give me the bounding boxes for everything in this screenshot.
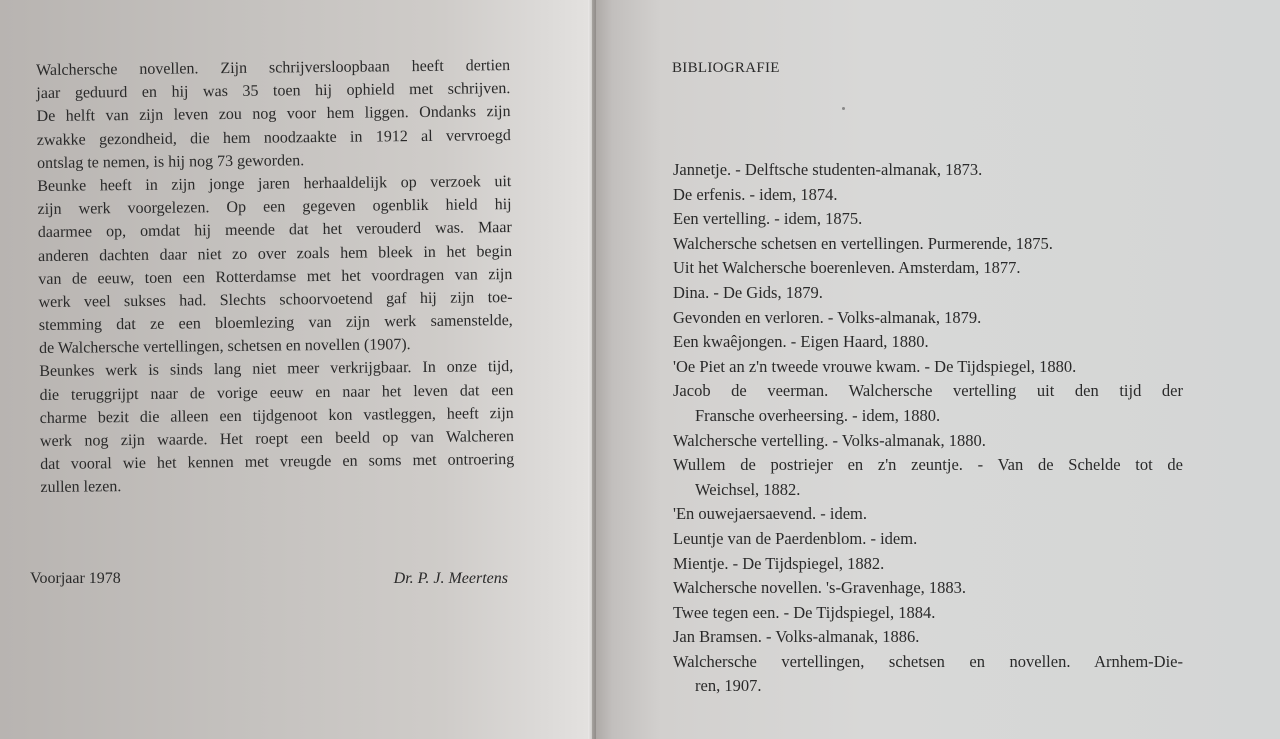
bibliography-entry [673, 355, 1193, 380]
left-page [0, 0, 592, 739]
text-line: Beunkes werk is sinds lang niet meer verkrijgbaar. In onze tijd, [39, 358, 514, 381]
entry-line: De erfenis. - idem, 1874. [673, 184, 838, 204]
text-line: dat vooral wie het kennen met vreugde en soms met ontroering [40, 451, 515, 474]
text-line: die teruggrijpt naar de vorige eeuw en naar het leven dat een [39, 381, 514, 404]
entry-line: Leuntje van de Paerdenblom. - idem. [673, 528, 918, 548]
bibliography-entry [673, 502, 1193, 527]
book-gutter [588, 0, 596, 739]
bibliography-entry [673, 527, 1193, 552]
text-line: werk nog zijn waarde. Het roept een beeld op van Walcheren [39, 428, 515, 450]
text-line: werk veel sukses had. Slechts schoorvoetend gaf hij zijn toe- [38, 288, 513, 311]
entry-line: Walchersche novellen. 's-Gravenhage, 1883. [673, 578, 967, 598]
bibliography-entry [673, 281, 1193, 306]
signature-block [30, 570, 508, 588]
entry-line: Uit het Walchersche boerenleven. Amsterdam, 1877. [673, 258, 1021, 278]
foreword-text [36, 54, 515, 500]
text-line: jaar geduurd en hij was 35 toen hij ophield met schrijven. [36, 80, 511, 103]
entry-line: Gevonden en verloren. - Volks-almanak, 1879. [673, 307, 982, 327]
bibliography-entry [673, 379, 1193, 428]
bibliography-entry [673, 207, 1193, 232]
bibliography-entry [673, 330, 1193, 355]
text-line: charme bezit die alleen een tijdgenoot kon vastleggen, heeft zijn [39, 404, 514, 427]
bibliography-entry [673, 158, 1193, 183]
text-line: ontslag te nemen, is hij nog 73 geworden. [37, 151, 305, 172]
bibliography-entry [673, 429, 1193, 454]
text-line: zullen lezen. [40, 478, 122, 497]
text-line: van de eeuw, toen een Rotterdamse met het voordragen van zijn [38, 265, 513, 288]
bibliography-list [673, 158, 1193, 699]
bibliography-heading: BIBLIOGRAFIE [672, 60, 780, 76]
entry-continuation: Fransche overheersing. - idem, 1880. [695, 405, 941, 425]
bibliography-entry [673, 256, 1193, 281]
text-line: De helft van zijn leven zou nog voor hem liggen. Ondanks zijn [36, 103, 511, 126]
entry-continuation: Weichsel, 1882. [695, 479, 801, 499]
bibliography-entry [673, 552, 1193, 577]
text-line: Beunke heeft in zijn jonge jaren herhaaldelijk op verzoek uit [37, 172, 512, 195]
entry-line: Dina. - De Gids, 1879. [673, 282, 823, 302]
bibliography-entry [673, 601, 1193, 626]
entry-line: Walchersche vertelling. - Volks-almanak, 1880. [673, 430, 986, 450]
entry-line: Een kwaêjongen. - Eigen Haard, 1880. [673, 332, 929, 352]
text-line: zijn werk voorgelezen. Op een gegeven ogenblik hield hij [37, 196, 512, 219]
entry-line: Jannetje. - Delftsche studenten-almanak, 1873. [673, 160, 983, 179]
text-line: daarmee op, omdat hij meende dat het verouderd was. Maar [37, 219, 512, 242]
bibliography-entry [673, 183, 1193, 208]
entry-line: Jacob de veerman. Walchersche vertelling uit den tijd der [673, 381, 1183, 401]
entry-line: Walchersche schetsen en vertellingen. Purmerende, 1875. [673, 233, 1053, 253]
text-line: stemming dat ze een bloemlezing van zijn werk samenstelde, [38, 312, 513, 335]
bibliography-entry [673, 576, 1193, 601]
text-line: anderen dachten daar niet zo over zoals hem bleek in het begin [37, 242, 513, 265]
entry-line: Wullem de postriejer en z'n zeuntje. - Van de Schelde tot de [673, 455, 1183, 475]
entry-continuation: ren, 1907. [695, 676, 762, 696]
signature-author: Dr. P. J. Meertens [393, 570, 508, 587]
entry-line: 'En ouwejaersaevend. - idem. [673, 504, 868, 524]
entry-line: Mientje. - De Tijdspiegel, 1882. [673, 553, 885, 573]
entry-line: 'Oe Piet an z'n tweede vrouwe kwam. - De Tijdspiegel, 1880. [673, 356, 1077, 376]
text-line: zwakke gezondheid, die hem noodzaakte in 1912 al vervroegd [36, 126, 511, 149]
bibliography-entry [673, 306, 1193, 331]
entry-line: Een vertelling. - idem, 1875. [673, 209, 863, 229]
bibliography-entry [673, 232, 1193, 257]
signature-date: Voorjaar 1978 [30, 570, 121, 587]
bibliography-entry [673, 453, 1193, 502]
bibliography-entry [673, 650, 1193, 699]
text-line: Walchersche novellen. Zijn schrijversloopbaan heeft dertien [36, 57, 511, 79]
bibliography-entry [673, 625, 1193, 650]
entry-line: Walchersche vertellingen, schetsen en novellen. Arnhem-Die- [673, 651, 1183, 671]
entry-line: Twee tegen een. - De Tijdspiegel, 1884. [673, 602, 936, 622]
paper-speck [842, 107, 845, 110]
entry-line: Jan Bramsen. - Volks-almanak, 1886. [673, 627, 920, 647]
text-line: de Walchersche vertellingen, schetsen en novellen (1907). [38, 336, 411, 358]
